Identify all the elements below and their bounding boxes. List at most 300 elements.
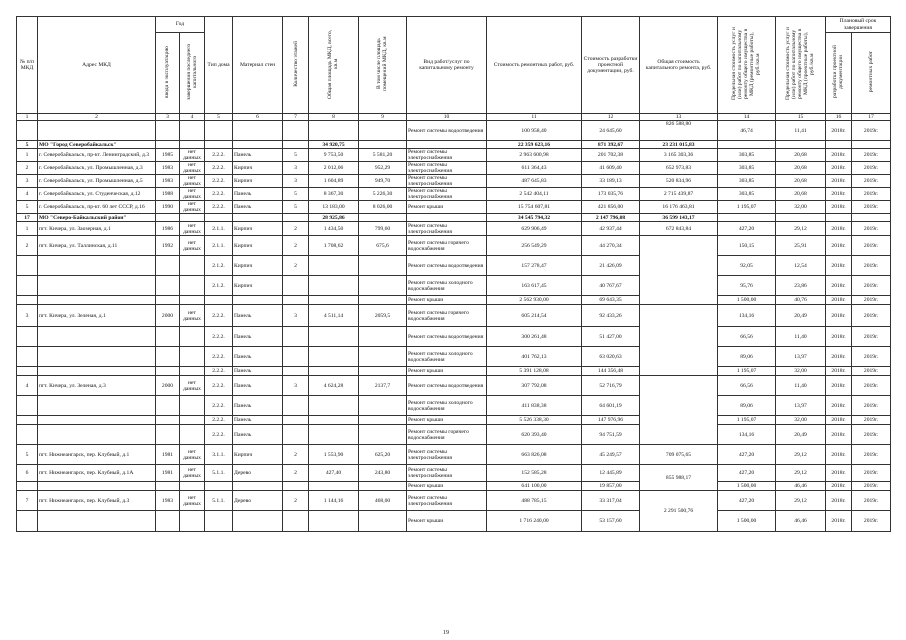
cell-total-area: 13 183,00 [309,201,359,214]
cell-last-repair: нет данных [180,236,205,256]
cell-last-repair [180,214,205,222]
cell-repair-cost: 663 826,08 [487,445,582,465]
cell-max-cost-repair: 303,85 [718,175,776,188]
cell-work-type: Ремонт системы водоотведения [407,256,487,276]
cell-max-cost-repair: 46,74 [718,121,776,141]
cell-work-type: Ремонт системы электроснабжения [407,162,487,175]
cell-design-term: 2018г. [826,425,852,445]
cell-total-cost: 16 176 463,81 [640,201,718,214]
cell-max-cost-design: 11,41 [776,121,826,141]
cell-design-cost: 147 976,96 [582,416,640,425]
cell-repair-cost: 34 545 794,32 [487,214,582,222]
cell-max-cost-repair [718,214,776,222]
cell-total-area [309,425,359,445]
cell-total-area [309,121,359,141]
cell-house-type: 2.1.1. [205,236,233,256]
cell-repair-term: 2019г. [852,256,891,276]
cell-repair-term: 2019г. [852,445,891,465]
cell-number: 2 [17,162,38,175]
cell-total-area [309,367,359,376]
cell-premises-area [359,256,407,276]
cell-max-cost-repair [718,141,776,149]
cell-house-type: 2.2.2. [205,376,233,396]
table-row [17,465,891,482]
cell-last-repair [180,327,205,347]
cell-repair-cost: 300 261,48 [487,327,582,347]
cell-total-area [309,396,359,416]
cell-design-term [826,141,852,149]
col-header-wall-material: Материал стен [233,17,283,114]
cell-floors [283,296,309,305]
cell-last-repair: нет данных [180,376,205,396]
col-header-work-type: Вид работ/услуг по капитальному ремонту [407,17,487,114]
cell-design-term: 2018г. [826,376,852,396]
cell-design-cost: 42 937,44 [582,222,640,236]
cell-wall-material [233,141,283,149]
cell-number: 3 [17,175,38,188]
cell-repair-cost: 487 645,83 [487,175,582,188]
cell-floors [283,482,309,491]
column-number: 9 [359,114,407,121]
cell-work-type: Ремонт системы водоотведения [407,121,487,141]
cell-last-repair: нет данных [180,149,205,162]
cell-commission-year [156,425,180,445]
cell-design-cost: 12 445,89 [582,465,640,482]
cell-repair-term: 2019г. [852,276,891,296]
capital-repair-table [16,16,891,532]
cell-wall-material: Дерево [233,491,283,511]
column-number: 1 [17,114,38,121]
cell-repair-term: 2019г. [852,511,891,532]
cell-design-term: 2018г. [826,188,852,201]
cell-max-cost-design: 20,68 [776,188,826,201]
cell-last-repair: нет данных [180,491,205,511]
cell-wall-material [233,511,283,532]
cell-address [38,296,156,305]
cell-total-area: 1 144,16 [309,491,359,511]
cell-design-term: 2018г. [826,396,852,416]
cell-number: 6 [17,465,38,482]
cell-number: 7 [17,491,38,511]
cell-house-type: 2.2.2. [205,305,233,327]
cell-address: г. Северобайкальск, ул. Студенческая, д.12 [38,188,156,201]
cell-house-type: 2.2.2. [205,327,233,347]
cell-floors [283,367,309,376]
cell-repair-term: 2019г. [852,222,891,236]
cell-repair-cost: 411 838,38 [487,396,582,416]
cell-floors [283,141,309,149]
cell-wall-material: Панель [233,396,283,416]
cell-last-repair: нет данных [180,201,205,214]
cell-house-type: 2.2.2. [205,149,233,162]
cell-address: МО "Северо-Байкальский район" [38,214,156,222]
cell-work-type: Ремонт системы горячего водоснабжения [407,236,487,256]
col-header-design-term: разработки проектной документации [832,45,845,99]
column-number: 12 [582,114,640,121]
cell-design-term: 2018г. [826,367,852,376]
cell-max-cost-repair: 1 195,07 [718,201,776,214]
cell-total-area [309,482,359,491]
cell-house-type: 2.2.2. [205,367,233,376]
cell-number [17,425,38,445]
cell-premises-area: 625,20 [359,445,407,465]
cell-address [38,416,156,425]
cell-premises-area: 799,60 [359,222,407,236]
cell-work-type: Ремонт системы холодного водоснабжения [407,396,487,416]
cell-last-repair: нет данных [180,305,205,327]
table-row [17,305,891,327]
cell-max-cost-design: 29,12 [776,491,826,511]
cell-repair-cost: 2 562 930,00 [487,296,582,305]
cell-last-repair [180,296,205,305]
cell-last-repair [180,416,205,425]
col-header-design-cost: Стоимость разработки проектной документации, руб. [582,17,640,114]
cell-work-type: Ремонт системы холодного водоснабжения [407,347,487,367]
cell-repair-term: 2019г. [852,396,891,416]
table-row [17,162,891,175]
table-row [17,482,891,491]
cell-floors: 2 [283,236,309,256]
cell-premises-area [359,141,407,149]
cell-design-cost: 33 317,04 [582,491,640,511]
cell-premises-area [359,347,407,367]
cell-number: 2 [17,236,38,256]
cell-last-repair [180,396,205,416]
cell-number [17,121,38,141]
cell-house-type: 3.1.1. [205,445,233,465]
cell-total-area: 1 434,50 [309,222,359,236]
header-row-1 [17,17,891,33]
cell-number [17,416,38,425]
cell-floors [283,511,309,532]
cell-number [17,296,38,305]
cell-wall-material [233,121,283,141]
cell-commission-year [156,296,180,305]
cell-floors: 5 [283,149,309,162]
cell-max-cost-repair: 1 500,00 [718,482,776,491]
cell-address: г. Северобайкальск, ул. Промышленная, д.3 [38,162,156,175]
col-header-total-cost: Общая стоимость капитального ремонта, руб. [640,17,718,114]
cell-number [17,347,38,367]
cell-commission-year [156,121,180,141]
cell-address [38,121,156,141]
cell-address: пгт. Кичера, ул. Заозерная, д.1 [38,222,156,236]
table-row [17,425,891,445]
cell-house-type [205,511,233,532]
cell-last-repair [180,367,205,376]
cell-design-cost: 44 270,34 [582,236,640,256]
cell-premises-area [359,276,407,296]
cell-premises-area: 2059,5 [359,305,407,327]
cell-repair-cost: 100 958,40 [487,121,582,141]
cell-total-area: 1 553,90 [309,445,359,465]
cell-last-repair [180,276,205,296]
cell-max-cost-repair: 303,85 [718,149,776,162]
cell-commission-year: 1983 [156,491,180,511]
cell-floors: 2 [283,256,309,276]
cell-max-cost-design: 32,00 [776,367,826,376]
column-number: 11 [487,114,582,121]
cell-repair-term: 2019г. [852,121,891,141]
cell-premises-area [359,327,407,347]
cell-repair-cost: 1 716 240,00 [487,511,582,532]
cell-max-cost-design [776,214,826,222]
cell-repair-cost: 256 549,29 [487,236,582,256]
cell-max-cost-repair: 66,56 [718,376,776,396]
col-header-planned-term: Плановый срок завершения [826,17,891,33]
cell-max-cost-design: 23,86 [776,276,826,296]
cell-max-cost-repair: 1 195,07 [718,367,776,376]
cell-commission-year [156,416,180,425]
cell-total-area: 4 624,28 [309,376,359,396]
cell-work-type: Ремонт системы электроснабжения [407,222,487,236]
cell-commission-year: 1985 [156,149,180,162]
cell-repair-term: 2019г. [852,162,891,175]
cell-house-type [205,141,233,149]
cell-last-repair [180,256,205,276]
cell-number [17,367,38,376]
cell-repair-cost: 2 542 404,11 [487,188,582,201]
cell-premises-area [359,425,407,445]
cell-repair-term: 2019г. [852,175,891,188]
cell-repair-term: 2019г. [852,327,891,347]
cell-repair-term: 2019г. [852,236,891,256]
cell-floors [283,347,309,367]
cell-total-area [309,511,359,532]
cell-commission-year: 1983 [156,162,180,175]
cell-last-repair [180,141,205,149]
cell-total-cost: 855 988,17 [640,465,718,491]
cell-repair-cost: 152 585,28 [487,465,582,482]
cell-total-area: 427,40 [309,465,359,482]
cell-wall-material: Панель [233,367,283,376]
cell-total-area [309,276,359,296]
cell-design-term: 2018г. [826,327,852,347]
cell-number: 4 [17,376,38,396]
cell-number [17,327,38,347]
cell-design-term: 2018г. [826,305,852,327]
cell-commission-year [156,482,180,491]
cell-house-type: 2.2.2. [205,162,233,175]
cell-last-repair: нет данных [180,175,205,188]
cell-floors [283,327,309,347]
cell-repair-cost: 307 792,08 [487,376,582,396]
col-header-last-repair-year: завершения последнего капитального [185,43,198,101]
cell-total-cost: 2 715 439,87 [640,188,718,201]
cell-wall-material [233,296,283,305]
cell-wall-material: Кирпич [233,222,283,236]
cell-last-repair [180,425,205,445]
cell-design-cost: 53 157,60 [582,511,640,532]
cell-floors: 3 [283,305,309,327]
cell-total-area [309,327,359,347]
col-header-address: Адрес МКД [38,17,156,114]
cell-premises-area: 949,70 [359,175,407,188]
cell-repair-term: 2019г. [852,376,891,396]
cell-repair-cost: 157 278,47 [487,256,582,276]
cell-max-cost-repair: 134,16 [718,305,776,327]
cell-design-cost: 871 392,67 [582,141,640,149]
cell-address: пгт. Кичера, ул. Таллинская, д.11 [38,236,156,256]
cell-premises-area [359,121,407,141]
cell-design-cost: 201 702,38 [582,149,640,162]
cell-commission-year: 1981 [156,445,180,465]
table-row [17,149,891,162]
cell-number: 5 [17,445,38,465]
cell-wall-material: Дерево [233,465,283,482]
cell-commission-year [156,511,180,532]
cell-design-term: 2018г. [826,149,852,162]
cell-max-cost-repair: 89,06 [718,347,776,367]
cell-repair-term: 2019г. [852,416,891,425]
cell-house-type: 2.1.2. [205,276,233,296]
cell-design-cost: 24 645,60 [582,121,640,141]
cell-max-cost-design: 29,12 [776,465,826,482]
cell-total-cost: 652 973,83 [640,162,718,175]
cell-repair-cost: 2 963 600,98 [487,149,582,162]
cell-commission-year: 1981 [156,465,180,482]
cell-max-cost-repair: 95,76 [718,276,776,296]
cell-design-term: 2018г. [826,347,852,367]
cell-max-cost-repair: 427,20 [718,491,776,511]
table-row [17,296,891,305]
cell-house-type: 2.2.2. [205,201,233,214]
cell-work-type: Ремонт крыши [407,296,487,305]
cell-address [38,425,156,445]
cell-max-cost-design: 20,68 [776,149,826,162]
cell-max-cost-repair: 134,16 [718,425,776,445]
cell-max-cost-design: 20,68 [776,175,826,188]
cell-total-cost: 2 291 500,76 [640,491,718,532]
cell-house-type: 2.1.1. [205,222,233,236]
cell-max-cost-design: 32,00 [776,201,826,214]
cell-repair-term: 2019г. [852,296,891,305]
cell-work-type: Ремонт системы горячего водоснабжения [407,425,487,445]
cell-house-type: 2.2.2. [205,188,233,201]
table-row [17,511,891,532]
col-header-max-cost-repair: Предельная стоимость услуг и (или) работ по капитальному ремонту общего имущества в МКД (ремонтные работы), руб./кв.м [731,27,762,101]
cell-design-cost: 52 716,79 [582,376,640,396]
cell-house-type [205,482,233,491]
cell-max-cost-repair: 1 195,07 [718,416,776,425]
cell-repair-term: 2019г. [852,201,891,214]
cell-floors: 2 [283,222,309,236]
table-row [17,347,891,367]
column-number: 2 [38,114,156,121]
cell-number: 1 [17,149,38,162]
column-number-row [17,114,891,121]
cell-total-cost: 36 599 143,17 [640,214,718,222]
cell-repair-term: 2019г. [852,425,891,445]
table-row [17,256,891,276]
cell-premises-area: 8 026,00 [359,201,407,214]
cell-commission-year [156,141,180,149]
cell-premises-area: 2137,7 [359,376,407,396]
cell-design-term: 2018г. [826,121,852,141]
cell-premises-area: 952,29 [359,162,407,175]
cell-wall-material: Панель [233,305,283,327]
cell-design-cost: 33 189,13 [582,175,640,188]
column-number: 16 [826,114,852,121]
cell-number: 5 [17,141,38,149]
cell-premises-area: 468,00 [359,491,407,511]
cell-commission-year [156,276,180,296]
cell-house-type: 2.2.2. [205,416,233,425]
cell-floors [283,396,309,416]
cell-design-term: 2018г. [826,162,852,175]
cell-house-type: 2.2.2. [205,425,233,445]
cell-repair-cost: 641 100,00 [487,482,582,491]
table-row [17,175,891,188]
cell-house-type: 2.2.2. [205,347,233,367]
cell-max-cost-design: 11,40 [776,327,826,347]
cell-total-area [309,296,359,305]
cell-total-area: 1 708,62 [309,236,359,256]
cell-floors: 5 [283,201,309,214]
cell-work-type: Ремонт крыши [407,367,487,376]
column-number: 15 [776,114,826,121]
cell-total-area: 28 925,86 [309,214,359,222]
cell-address: МО "Город Северобайкальск" [38,141,156,149]
cell-max-cost-design: 29,12 [776,445,826,465]
cell-design-term: 2018г. [826,222,852,236]
cell-total-area: 4 511,14 [309,305,359,327]
cell-total-cost [640,305,718,376]
cell-design-term [826,214,852,222]
col-header-commission-year: ввода в эксплуатацию [164,45,171,99]
cell-max-cost-design: 25,91 [776,236,826,256]
cell-wall-material: Панель [233,201,283,214]
cell-max-cost-design [776,141,826,149]
cell-floors [283,276,309,296]
cell-work-type: Ремонт системы электроснабжения [407,149,487,162]
cell-design-term: 2018г. [826,465,852,482]
cell-floors [283,121,309,141]
cell-max-cost-repair: 92,05 [718,256,776,276]
cell-address [38,396,156,416]
cell-premises-area [359,482,407,491]
cell-total-cost [640,376,718,445]
cell-max-cost-design: 11,40 [776,376,826,396]
cell-work-type: Ремонт системы электроснабжения [407,188,487,201]
cell-max-cost-design: 20,49 [776,305,826,327]
cell-number [17,396,38,416]
cell-design-cost: 69 643,35 [582,296,640,305]
column-number: 10 [407,114,487,121]
cell-number [17,482,38,491]
column-number: 3 [156,114,180,121]
cell-repair-term: 2019г. [852,482,891,491]
cell-design-cost: 173 035,76 [582,188,640,201]
cell-design-term: 2018г. [826,276,852,296]
cell-wall-material [233,214,283,222]
cell-wall-material: Кирпич [233,256,283,276]
cell-house-type [205,121,233,141]
table-row [17,445,891,465]
cell-design-cost: 144 356,48 [582,367,640,376]
cell-address: пгт. Кичера, ул. Зеленая, д.1 [38,305,156,327]
table-row [17,416,891,425]
cell-design-term: 2018г. [826,445,852,465]
cell-wall-material: Панель [233,188,283,201]
cell-last-repair [180,482,205,491]
cell-commission-year: 1986 [156,222,180,236]
cell-address [38,511,156,532]
cell-commission-year: 1992 [156,236,180,256]
cell-design-cost: 21 426,09 [582,256,640,276]
cell-floors: 3 [283,162,309,175]
cell-max-cost-repair: 427,20 [718,465,776,482]
